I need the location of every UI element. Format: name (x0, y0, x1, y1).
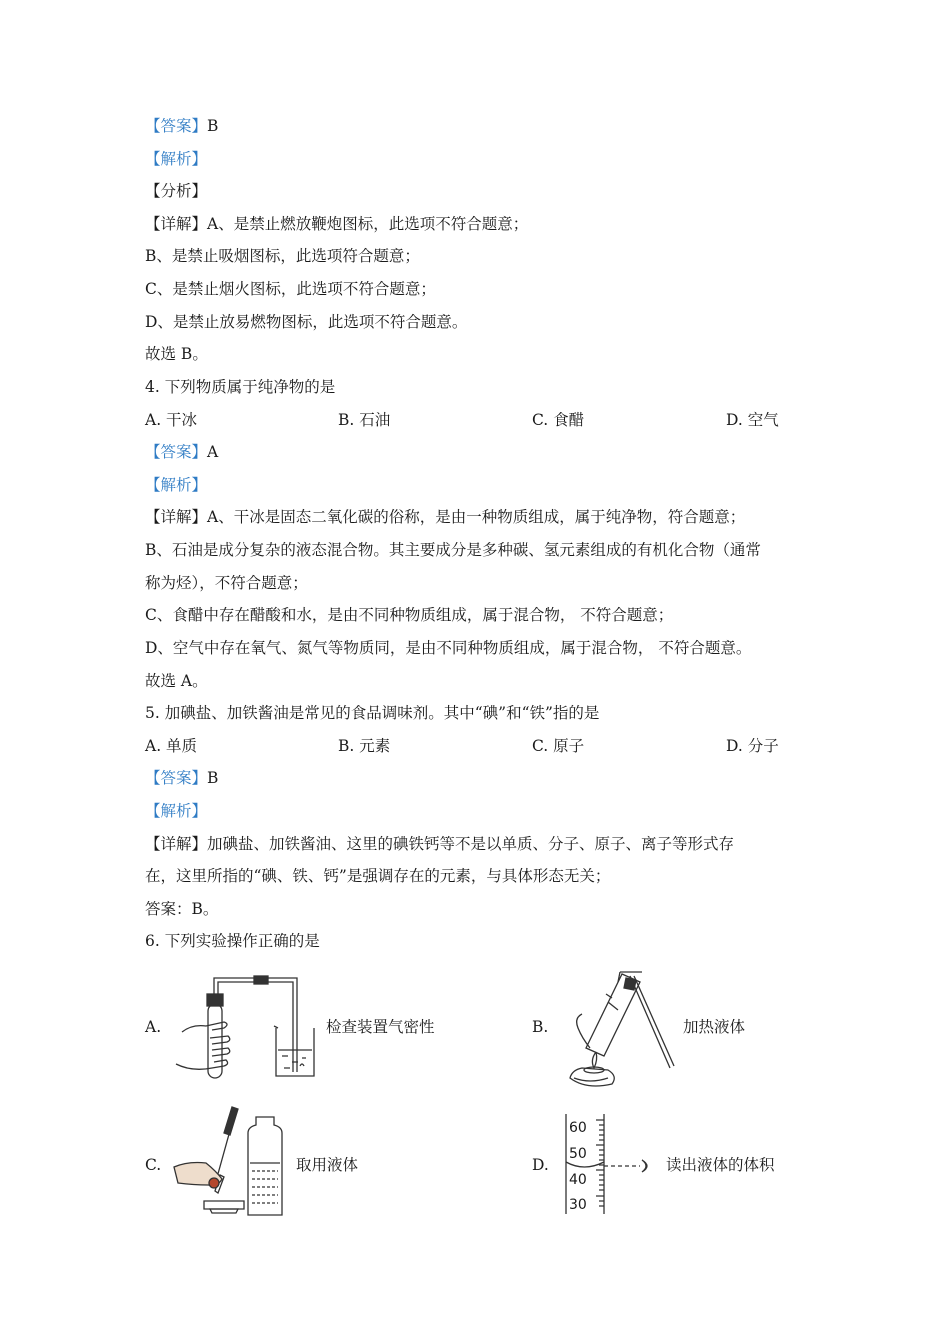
analysis-tag: 【解析】 (145, 150, 208, 168)
figure-c-letter: C. (145, 1156, 162, 1174)
answer-tag: 【答案】 (145, 769, 208, 787)
question-4: 4. 下列物质属于纯净物的是 (145, 378, 336, 396)
tick-label: 50 (569, 1146, 587, 1162)
figure-d-caption: 读出液体的体积 (666, 1156, 775, 1174)
detail-line: 称为烃），不符合题意； (145, 574, 308, 592)
detail-line: C、是禁止烟火图标，此选项不符合题意； (145, 280, 436, 298)
tick-label: 30 (569, 1197, 587, 1213)
graduated-cylinder-illustration (562, 1112, 662, 1216)
conclusion-line: 故选 B。 (145, 345, 208, 363)
question-6: 6. 下列实验操作正确的是 (145, 932, 320, 950)
detail-line: B、是禁止吸烟图标，此选项符合题意； (145, 247, 420, 265)
tick-label: 40 (569, 1172, 587, 1188)
detail-line: 【详解】A、是禁止燃放鞭炮图标，此选项不符合题意； (145, 215, 529, 233)
answer-tag: 【答案】 (145, 117, 208, 135)
figure-c-caption: 取用液体 (296, 1156, 359, 1174)
figure-b-letter: B. (532, 1018, 549, 1036)
airtightness-apparatus-illustration (172, 968, 322, 1083)
conclusion-line: 答案：B。 (145, 900, 219, 918)
q4-option-c: C. 食醋 (532, 411, 585, 429)
q5-option-d: D. 分子 (726, 737, 779, 755)
detail-line: C、食醋中存在醋酸和水，是由不同种物质组成，属于混合物， 不符合题意； (145, 606, 674, 624)
heating-liquid-illustration (560, 968, 680, 1090)
answer-line-q3: 【答案】B (145, 117, 219, 135)
answer-line-q4: 【答案】A (145, 443, 219, 461)
question-5: 5. 加碘盐、加铁酱油是常见的食品调味剂。其中“碘”和“铁”指的是 (145, 704, 600, 722)
figure-d-letter: D. (532, 1156, 549, 1174)
detail-line: 【详解】加碘盐、加铁酱油、这里的碘铁钙等不是以单质、分子、原子、离子等形式存 (145, 835, 735, 853)
detail-line: 【详解】A、干冰是固态二氧化碳的俗称，是由一种物质组成，属于纯净物，符合题意； (145, 508, 746, 526)
q5-option-b: B. 元素 (338, 737, 391, 755)
q5-option-a: A. 单质 (145, 737, 198, 755)
q4-option-b: B. 石油 (338, 411, 391, 429)
fenxi-line: 【分析】 (145, 182, 208, 200)
analysis-tag: 【解析】 (145, 802, 208, 820)
analysis-line-q3 (145, 149, 207, 169)
tick-label: 60 (569, 1120, 587, 1136)
detail-line: B、石油是成分复杂的液态混合物。其主要成分是多种碳、氢元素组成的有机化合物（通常 (145, 541, 761, 559)
figure-b-caption: 加热液体 (683, 1018, 746, 1036)
answer-line-q5: 【答案】B (145, 769, 219, 787)
detail-line: D、是禁止放易燃物图标，此选项不符合题意。 (145, 313, 468, 331)
take-liquid-illustration (170, 1105, 290, 1221)
figure-a-letter: A. (145, 1018, 162, 1036)
q4-option-a: A. 干冰 (145, 411, 198, 429)
answer-tag: 【答案】 (145, 443, 208, 461)
q5-option-c: C. 原子 (532, 737, 585, 755)
analysis-tag: 【解析】 (145, 476, 208, 494)
q4-option-d: D. 空气 (726, 411, 779, 429)
analysis-line-q4 (145, 475, 207, 495)
analysis-line-q5 (145, 801, 207, 821)
detail-line: D、空气中存在氧气、氮气等物质同，是由不同种物质组成，属于混合物， 不符合题意。 (145, 639, 752, 657)
figure-a-caption: 检查装置气密性 (326, 1018, 435, 1036)
conclusion-line: 故选 A。 (145, 672, 208, 690)
detail-line: 在，这里所指的“碘、铁、钙”是强调存在的元素，与具体形态无关； (145, 867, 611, 885)
